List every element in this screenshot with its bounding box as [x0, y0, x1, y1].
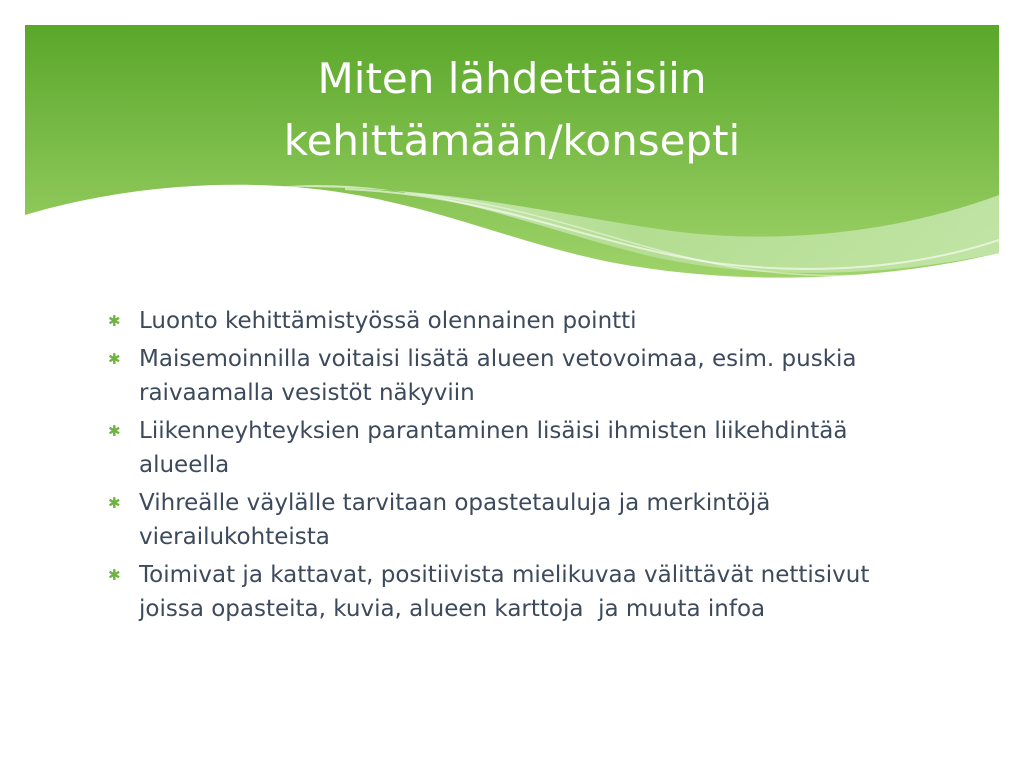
- bullet-item: [104, 414, 924, 482]
- bullet-text: Maisemoinnilla voitaisi lisätä alueen vetovoimaa, esim. puskia raivaamalla vesistöt näkyviin: [139, 346, 864, 406]
- slide-title: [25, 48, 999, 172]
- asterisk-bullet-icon: ✱: [108, 312, 121, 330]
- bullet-item: [104, 486, 924, 554]
- bullet-item: [104, 558, 924, 626]
- bullet-text: Luonto kehittämistyössä olennainen pointti: [139, 308, 637, 334]
- bullet-list: [104, 304, 924, 630]
- title-line: kehittämään/konsepti: [283, 116, 741, 165]
- asterisk-bullet-icon: ✱: [108, 566, 121, 584]
- bullet-item: [104, 304, 924, 338]
- bullet-text: Liikenneyhteyksien parantaminen lisäisi ihmisten liikehdintää alueella: [139, 418, 855, 478]
- asterisk-bullet-icon: ✱: [108, 494, 121, 512]
- asterisk-bullet-icon: ✱: [108, 350, 121, 368]
- bullet-text: Vihreälle väylälle tarvitaan opastetauluja ja merkintöjä vierailukohteista: [139, 490, 778, 550]
- bullet-text: Toimivat ja kattavat, positiivista mielikuvaa välittävät nettisivut joissa opasteita, kuvia, alueen karttoja ja muuta infoa: [139, 562, 877, 622]
- title-line: Miten lähdettäisiin: [317, 54, 707, 103]
- asterisk-bullet-icon: ✱: [108, 422, 121, 440]
- bullet-item: [104, 342, 924, 410]
